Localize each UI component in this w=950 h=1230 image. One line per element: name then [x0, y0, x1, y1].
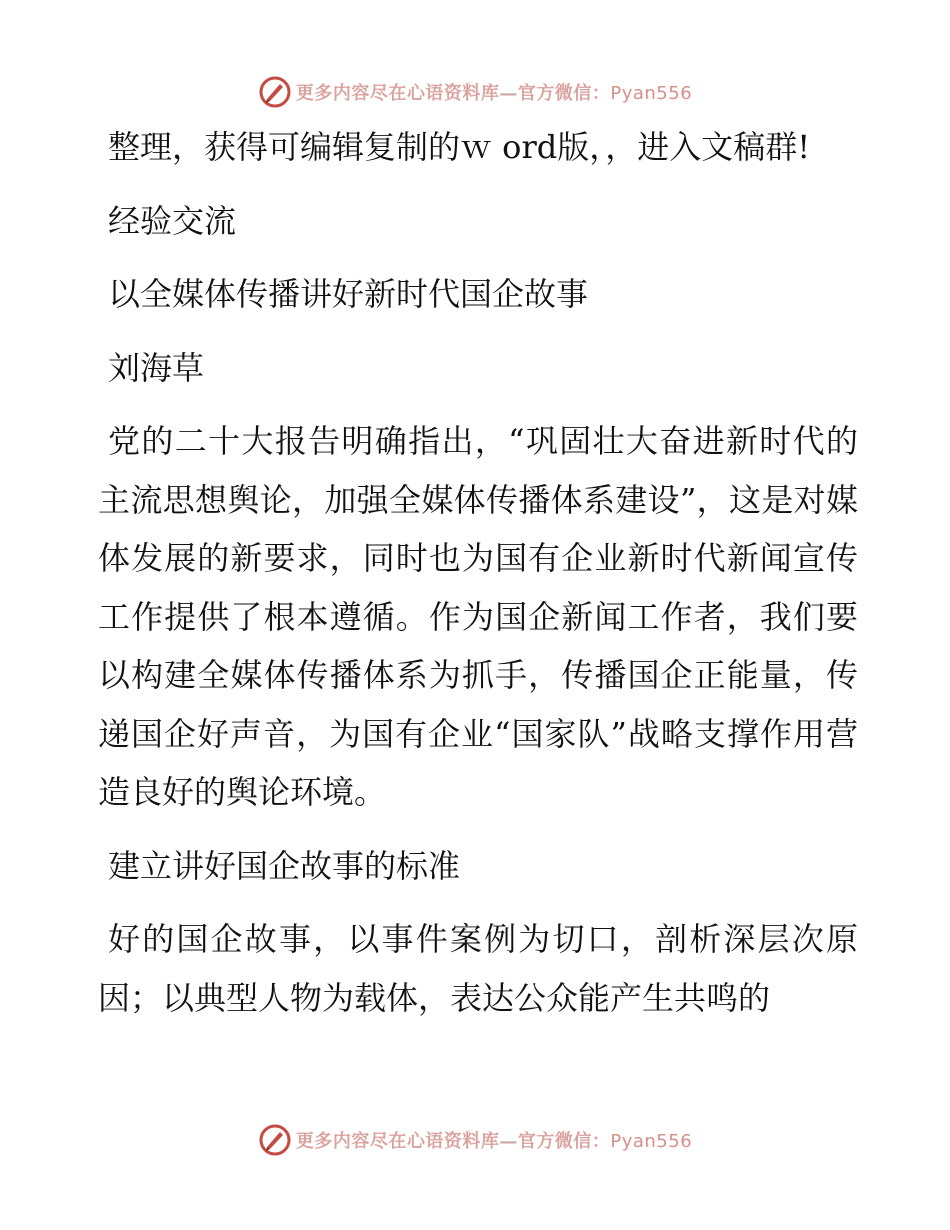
section-label: 经验交流: [108, 201, 237, 240]
watermark-text: 更多内容尽在心语资料库—官方微信：Pyan556: [295, 1131, 693, 1152]
red-seal-logo-icon: [258, 75, 292, 109]
document-body: [98, 118, 858, 1042]
section-heading: 建立讲好国企故事的标准: [108, 846, 461, 885]
watermark-text: 更多内容尽在心语资料库—官方微信：Pyan556: [295, 83, 693, 104]
article-author: 刘海草: [108, 348, 205, 387]
paragraph-intro: 整理，获得可编辑复制的ｗ ord版，，进入文稿群!: [108, 128, 811, 166]
paragraph-body: 好的国企故事，以事件案例为切口，剖析深层次原因；以典型人物为载体，表达公众能产生共鸣的: [98, 920, 858, 1017]
footer-watermark: [0, 1118, 950, 1162]
red-seal-logo-icon: [258, 1123, 292, 1157]
header-watermark: [0, 70, 950, 114]
paragraph-body: 党的二十大报告明确指出，“巩固壮大奋进新时代的主流思想舆论，加强全媒体传播体系建设”，这是对媒体发展的新要求，同时也为国有企业新时代新闻宣传工作提供了根本遵循。作为国企新闻工作者，我们要以构建全媒体传播体系为抓手，传播国企正能量，传递国企好声音，为国有企业“国家队”战略支撑作用营造良好的舆论环境。: [98, 422, 858, 811]
article-title: 以全媒体传播讲好新时代国企故事: [108, 275, 589, 313]
